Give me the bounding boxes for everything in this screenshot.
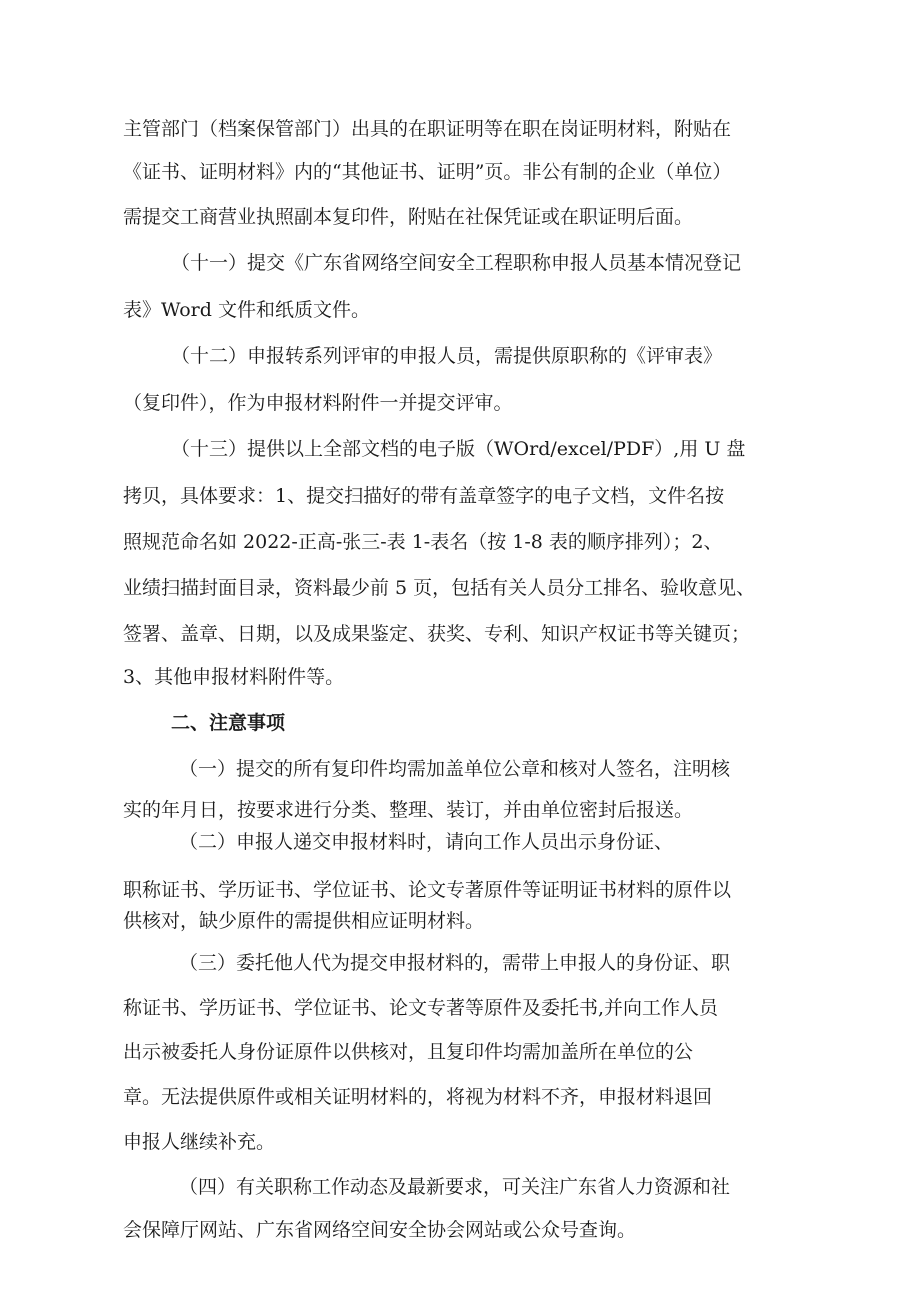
text-line: （二）申报人递交申报材料时，请向工作人员出示身份证、 bbox=[179, 831, 674, 853]
text-line: 章。无法提供原件或相关证明材料的，将视为材料不齐，申报材料退回 bbox=[123, 1086, 713, 1108]
text-line: （一）提交的所有复印件均需加盖单位公章和核对人签名，注明核 bbox=[179, 758, 731, 780]
text-line: 称证书、学历证书、学位证书、论文专著等原件及委托书,并向工作人员 bbox=[123, 997, 719, 1019]
text-line: 业绩扫描封面目录，资料最少前 5 页，包括有关人员分工排名、验收意见、 bbox=[123, 577, 756, 599]
text-line: （三）委托他人代为提交申报材料的，需带上申报人的身份证、职 bbox=[179, 952, 731, 974]
text-line: 《证书、证明材料》内的“其他证书、证明”页。非公有制的企业（单位） bbox=[123, 161, 732, 183]
text-line: 职称证书、学历证书、学位证书、论文专著原件等证明证书材料的原件以 bbox=[123, 879, 732, 901]
text-line: （四）有关职称工作动态及最新要求，可关注广东省人力资源和社 bbox=[179, 1176, 731, 1198]
text-line: 3、其他申报材料附件等。 bbox=[123, 666, 345, 688]
text-line: 会保障厅网站、广东省网络空间安全协会网站或公众号查询。 bbox=[123, 1219, 637, 1241]
text-line: 需提交工商营业执照副本复印件，附贴在社保凭证或在职证明后面。 bbox=[123, 206, 694, 228]
text-line: 照规范命名如 2022-正高-张三-表 1-表名（按 1-8 表的顺序排列）；2、 bbox=[123, 531, 723, 553]
text-line: （复印件），作为申报材料附件一并提交评审。 bbox=[123, 392, 513, 414]
text-line: （十三）提供以上全部文档的电子版（WOrd/excel/PDF）,用 U 盘 bbox=[171, 438, 746, 460]
text-line: 主管部门（档案保管部门）出具的在职证明等在职在岗证明材料，附贴在 bbox=[123, 118, 732, 140]
text-line: 签署、盖章、日期，以及成果鉴定、获奖、专利、知识产权证书等关键页； bbox=[123, 623, 751, 645]
text-line: 申报人继续补充。 bbox=[123, 1131, 276, 1153]
text-line: 实的年月日，按要求进行分类、整理、装订，并由单位密封后报送。 bbox=[123, 799, 694, 821]
section-heading: 二、注意事项 bbox=[171, 712, 286, 734]
text-line: （十二）申报转系列评审的申报人员，需提供原职称的《评审表》 bbox=[171, 345, 723, 367]
text-line: （十一）提交《广东省网络空间安全工程职称申报人员基本情况登记 bbox=[171, 252, 742, 274]
text-line: 供核对，缺少原件的需提供相应证明材料。 bbox=[123, 910, 485, 932]
text-line: 表》Word 文件和纸质文件。 bbox=[123, 299, 370, 321]
text-line: 拷贝，具体要求：1、提交扫描好的带有盖章签字的电子文档，文件名按 bbox=[123, 485, 725, 507]
text-line: 出示被委托人身份证原件以供核对，且复印件均需加盖所在单位的公 bbox=[123, 1041, 694, 1063]
